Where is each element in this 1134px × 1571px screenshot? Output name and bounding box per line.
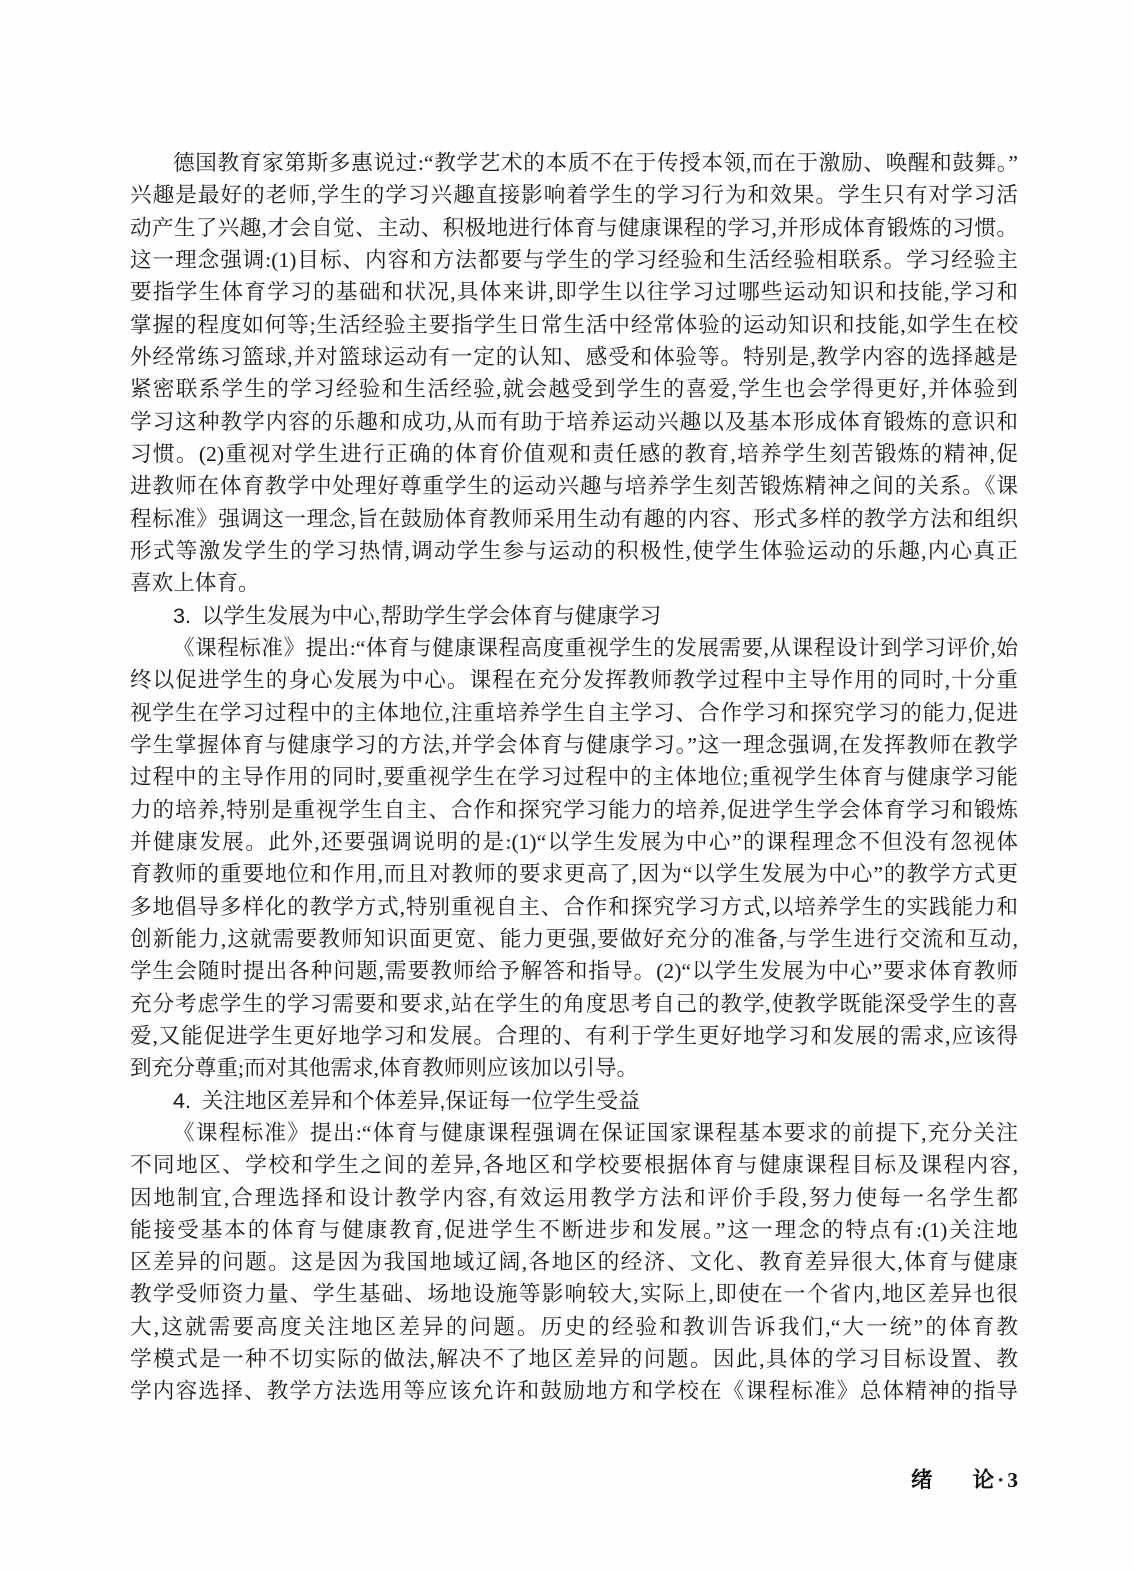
text-line: 这一理念强调:(1)目标、内容和方法都要与学生的学习经验和生活经验相联系。学习经验主 — [130, 247, 1018, 272]
text-line: 《课程标准》提出:“体育与健康课程强调在保证国家课程基本要求的前提下,充分关注 — [173, 1120, 1018, 1145]
text-line: 区差异的问题。这是因为我国地域辽阔,各地区的经济、文化、教育差异很大,体育与健康 — [130, 1250, 1018, 1275]
text-line: 教学受师资力量、学生基础、场地设施等影响较大,实际上,即使在一个省内,地区差异也很 — [130, 1282, 1018, 1307]
section-heading: 4. 关注地区差异和个体差异,保证每一位学生受益 — [173, 1087, 640, 1113]
text-line: 大,这就需要高度关注地区差异的问题。历史的经验和教训告诉我们,“大一统”的体育教 — [130, 1314, 1018, 1339]
footer-page-number: 3 — [1007, 1468, 1018, 1492]
text-line: 紧密联系学生的学习经验和生活经验,就会越受到学生的喜爱,学生也会学得更好,并体验到 — [130, 377, 1018, 402]
footer-section-title-char-2: 论 — [972, 1468, 995, 1492]
text-line: 因地制宜,合理选择和设计教学内容,有效运用教学方法和评价手段,努力使每一名学生都 — [130, 1185, 1018, 1210]
text-line: 终以促进学生的身心发展为中心。课程在充分发挥教师教学过程中主导作用的同时,十分重 — [130, 668, 1018, 693]
page-footer — [130, 1463, 1018, 1494]
text-line: 能接受基本的体育与健康教育,促进学生不断进步和发展。”这一理念的特点有:(1)关注地 — [130, 1217, 1018, 1242]
text-line: 爱,又能促进学生更好地学习和发展。合理的、有利于学生更好地学习和发展的需求,应该得 — [130, 1023, 1018, 1048]
text-line: 习惯。(2)重视对学生进行正确的体育价值观和责任感的教育,培养学生刻苦锻炼的精神,促 — [130, 441, 1018, 466]
text-line: 充分考虑学生的学习需要和要求,站在学生的角度思考自己的教学,使教学既能深受学生的喜 — [130, 991, 1018, 1016]
text-line: 掌握的程度如何等;生活经验主要指学生日常生活中经常体验的运动知识和技能,如学生在校 — [130, 312, 1018, 337]
text-line: 并健康发展。此外,还要强调说明的是:(1)“以学生发展为中心”的课程理念不但没有忽视体 — [130, 829, 1018, 854]
text-line: 多地倡导多样化的教学方式,特别重视自主、合作和探究学习方式,以培养学生的实践能力和 — [130, 894, 1018, 919]
text-line: 德国教育家第斯多惠说过:“教学艺术的本质不在于传授本领,而在于激励、唤醒和鼓舞。” — [173, 151, 1018, 175]
text-line: 学生会随时提出各种问题,需要教师给予解答和指导。(2)“以学生发展为中心”要求体育教师 — [130, 959, 1018, 984]
text-line: 学习这种教学内容的乐趣和成功,从而有助于培养运动兴趣以及基本形成体育锻炼的意识和 — [130, 409, 1018, 434]
text-line: 力的培养,特别是重视学生自主、合作和探究学习能力的培养,促进学生学会体育学习和锻炼 — [130, 797, 1018, 822]
text-line: 创新能力,这就需要教师知识面更宽、能力更强,要做好充分的准备,与学生进行交流和互动, — [130, 926, 1018, 951]
text-line: 学内容选择、教学方法选用等应该允许和鼓励地方和学校在《课程标准》总体精神的指导 — [130, 1379, 1018, 1404]
text-line: 视学生在学习过程中的主体地位,注重培养学生自主学习、合作学习和探究学习的能力,促进 — [130, 700, 1018, 725]
text-line: 到充分尊重;而对其他需求,体育教师则应该加以引导。 — [130, 1056, 639, 1081]
footer-separator-dot: · — [997, 1468, 1005, 1492]
text-line: 喜欢上体育。 — [130, 571, 260, 596]
text-line: 育教师的重要地位和作用,而且对教师的要求更高了,因为“以学生发展为中心”的教学方式更 — [130, 862, 1018, 887]
text-line: 兴趣是最好的老师,学生的学习兴趣直接影响着学生的学习行为和效果。学生只有对学习活 — [130, 183, 1018, 208]
text-line: 动产生了兴趣,才会自觉、主动、积极地进行体育与健康课程的学习,并形成体育锻炼的习惯。 — [130, 215, 1018, 240]
text-line: 形式等激发学生的学习热情,调动学生参与运动的积极性,使学生体验运动的乐趣,内心真正 — [130, 538, 1018, 563]
section-heading: 3. 以学生发展为中心,帮助学生学会体育与健康学习 — [173, 602, 662, 628]
text-line: 《课程标准》提出:“体育与健康课程高度重视学生的发展需要,从课程设计到学习评价,始 — [173, 635, 1018, 660]
text-line: 学模式是一种不切实际的做法,解决不了地区差异的问题。因此,具体的学习目标设置、教 — [130, 1347, 1018, 1372]
footer-section-title-char-1: 绪 — [911, 1468, 933, 1492]
text-line: 要指学生体育学习的基础和状况,具体来讲,即学生以往学习过哪些运动知识和技能,学习和 — [130, 280, 1018, 305]
text-line: 过程中的主导作用的同时,要重视学生在学习过程中的主体地位;重视学生体育与健康学习能 — [130, 765, 1018, 790]
text-line: 外经常练习篮球,并对篮球运动有一定的认知、感受和体验等。特别是,教学内容的选择越是 — [130, 344, 1018, 369]
page-body — [130, 147, 1018, 1408]
text-line: 程标准》强调这一理念,旨在鼓励体育教师采用生动有趣的内容、形式多样的教学方法和组织 — [130, 506, 1018, 531]
text-line: 进教师在体育教学中处理好尊重学生的运动兴趣与培养学生刻苦锻炼精神之间的关系。《课 — [130, 474, 1018, 499]
text-line: 不同地区、学校和学生之间的差异,各地区和学校要根据体育与健康课程目标及课程内容, — [130, 1153, 1018, 1178]
text-line: 学生掌握体育与健康学习的方法,并学会体育与健康学习。”这一理念强调,在发挥教师在教学 — [130, 732, 1018, 757]
